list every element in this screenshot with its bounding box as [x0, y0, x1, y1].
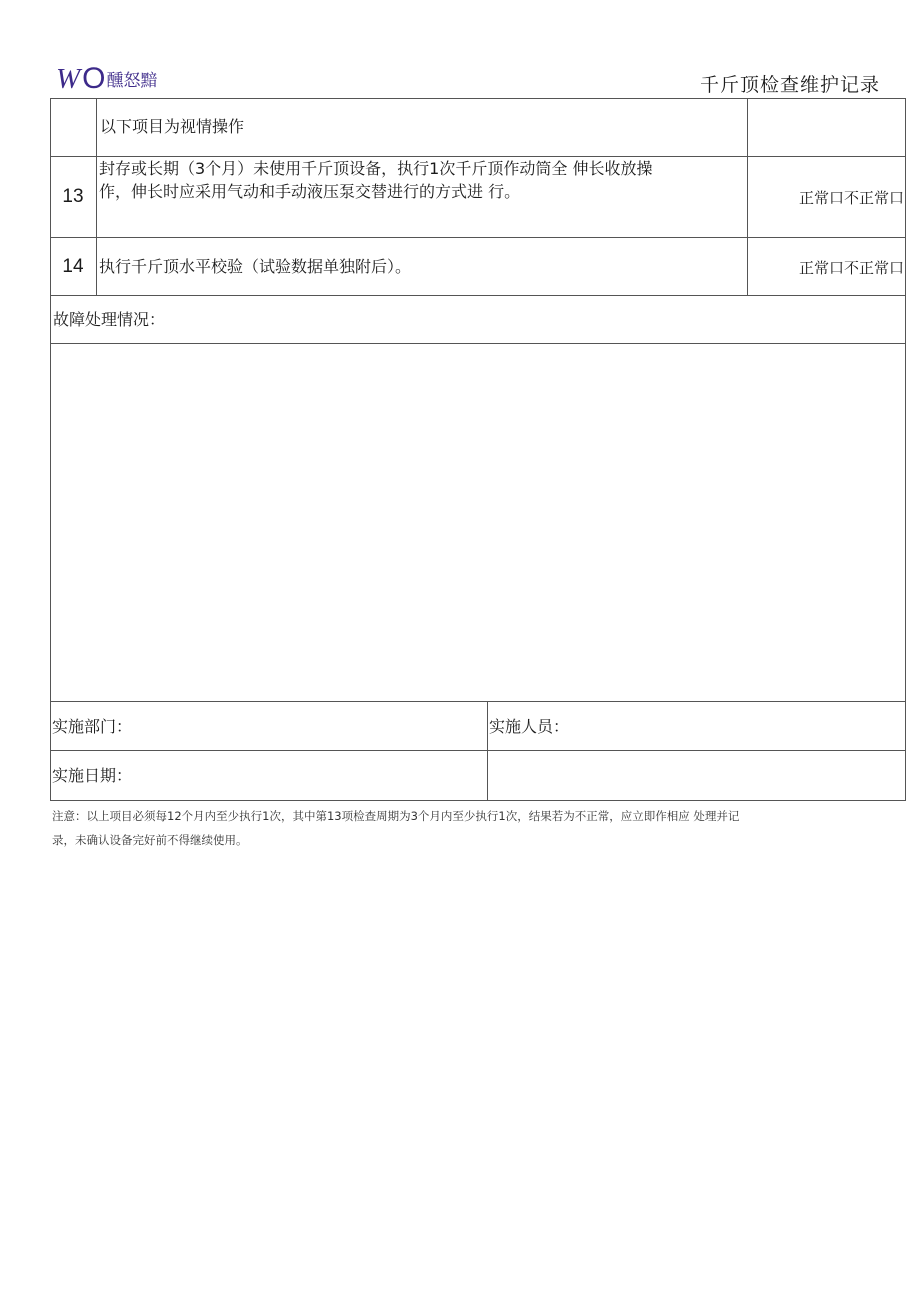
table-right-border — [905, 98, 906, 801]
result-status: 正常口不正常口 — [798, 189, 904, 207]
date-value-cell — [489, 752, 904, 799]
fault-handling-label: 故障处理情况： — [53, 310, 166, 329]
column-divider — [487, 701, 488, 801]
fault-handling-area — [52, 345, 904, 700]
result-status: 正常口不正常口 — [798, 259, 904, 277]
footnote-line1: 注意：以上项目必须每12个月内至少执行1次，其中第13项检查周期为3个月内至少执行1次，结果若为不正常，应立即作相应 处理并记 — [52, 809, 740, 823]
row-divider — [50, 237, 906, 238]
row-item-text: 执行千斤顶水平校验（试验数据单独附后）。 — [99, 257, 412, 276]
row-divider — [50, 750, 906, 751]
logo-text: 醺怒黯 — [106, 71, 158, 91]
footnote-line2: 录，未确认设备完好前不得继续使用。 — [52, 833, 248, 847]
person-label: 实施人员： — [489, 717, 570, 736]
row-number: 14 — [62, 256, 84, 277]
table-top-border — [50, 98, 906, 99]
row-divider — [50, 701, 906, 702]
table-bottom-border — [50, 800, 906, 801]
date-label: 实施日期： — [52, 766, 133, 785]
footnote — [52, 804, 902, 852]
logo-o: O — [82, 62, 106, 95]
row-item-text-line2: 作，伸长时应采用气动和手动液压泵交替进行的方式进 行。 — [99, 182, 521, 201]
document-title: 千斤顶检查维护记录 — [699, 74, 880, 96]
column-divider — [96, 98, 97, 296]
logo-mark: W — [56, 63, 83, 95]
row-divider — [50, 343, 906, 344]
row-number: 13 — [62, 186, 84, 207]
row-item-text-line1: 封存或长期（3个月）未使用千斤顶设备，执行1次千斤顶作动筒全 伸长收放操 — [99, 159, 653, 178]
intro-row-text: 以下项目为视情操作 — [100, 117, 245, 136]
row-divider — [50, 156, 906, 157]
company-logo — [56, 62, 158, 98]
row-divider — [50, 295, 906, 296]
dept-label: 实施部门： — [52, 717, 133, 736]
